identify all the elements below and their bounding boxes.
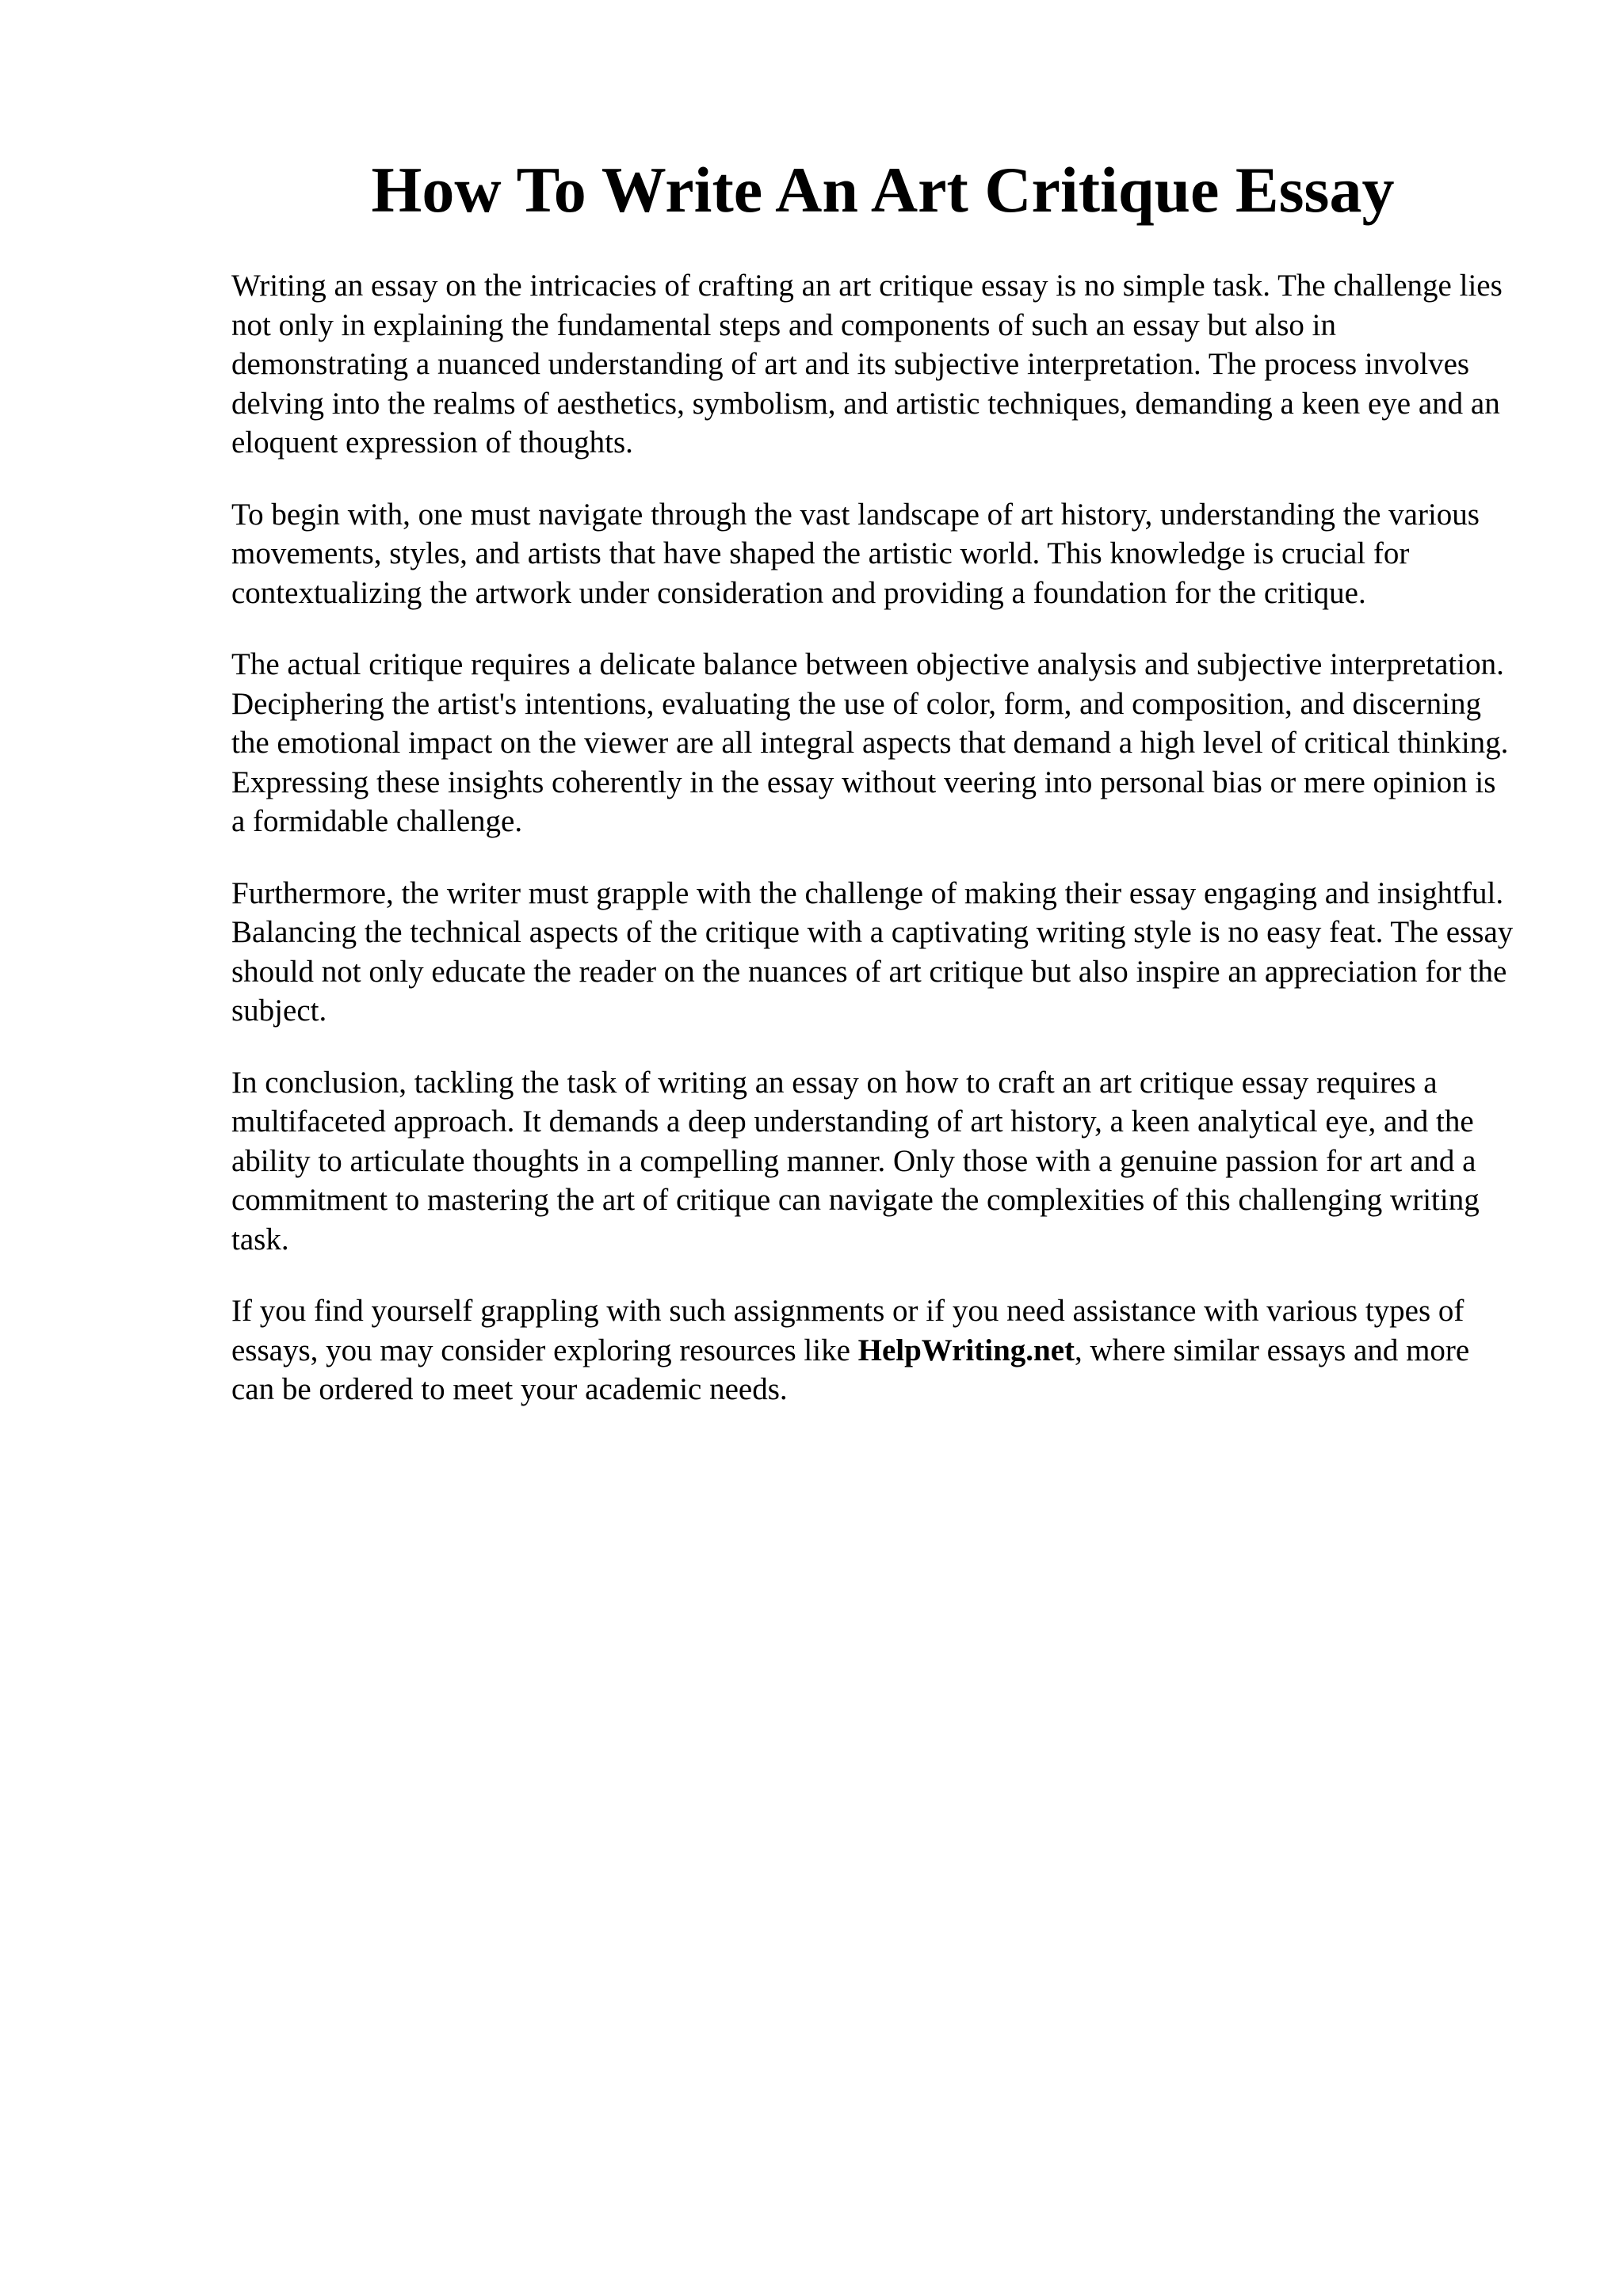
paragraph-critique-balance: The actual critique requires a delicate balance between objective analysis and subjective interpretation. Deciphering the artist's intentions, evaluating the use of color, form, and composition, and discerning the emotional impact on the viewer are all integral aspects that demand a high level of critical thinking. Expressing these insights coherently in the essay without veering into personal bias or mere opinion is a formidable challenge. [231, 647, 1509, 838]
paragraph-conclusion: In conclusion, tackling the task of writing an essay on how to craft an art critique essay requires a multifaceted approach. It demands a deep understanding of art history, a keen analytical eye, and the ability to articulate thoughts in a compelling manner. Only those with a genuine passion for art and a commitment to mastering the art of critique can navigate the complexities of this challenging writing task. [231, 1065, 1480, 1257]
paragraph-engagement: Furthermore, the writer must grapple with the challenge of making their essay engaging and insightful. Balancing the technical aspects of the critique with a captivating writing style is no easy feat. The essay should not only educate the reader on the nuances of art critique but also inspire an appreciation for the subject. [231, 875, 1514, 1028]
paragraph-closing [231, 1291, 1515, 1409]
helpwriting-link[interactable]: HelpWriting.net [857, 1333, 1075, 1367]
paragraph-intro: Writing an essay on the intricacies of crafting an art critique essay is no simple task. The challenge lies not only in explaining the fundamental steps and components of such an essay but also in demonstrating a nuanced understanding of art and its subjective interpretation. The process involves delving into the realms of aesthetics, symbolism, and artistic techniques, demanding a keen eye and an eloquent expression of thoughts. [231, 269, 1503, 460]
closing-text-before: If you find yourself grappling with such assignments or if you need assistance with various types of essays, you may consider exploring resources like [231, 1294, 1465, 1367]
page-title: How To Write An Art Critique Essay [371, 154, 1395, 226]
essay-body [231, 266, 1515, 1442]
closing-text-after: , where similar essays and more can be ordered to meet your academic needs. [231, 1333, 1470, 1406]
paragraph-art-history: To begin with, one must navigate through the vast landscape of art history, understanding the various movements, styles, and artists that have shaped the artistic world. This knowledge is crucial for contextualizing the artwork under consideration and providing a foundation for the critique. [231, 497, 1480, 610]
